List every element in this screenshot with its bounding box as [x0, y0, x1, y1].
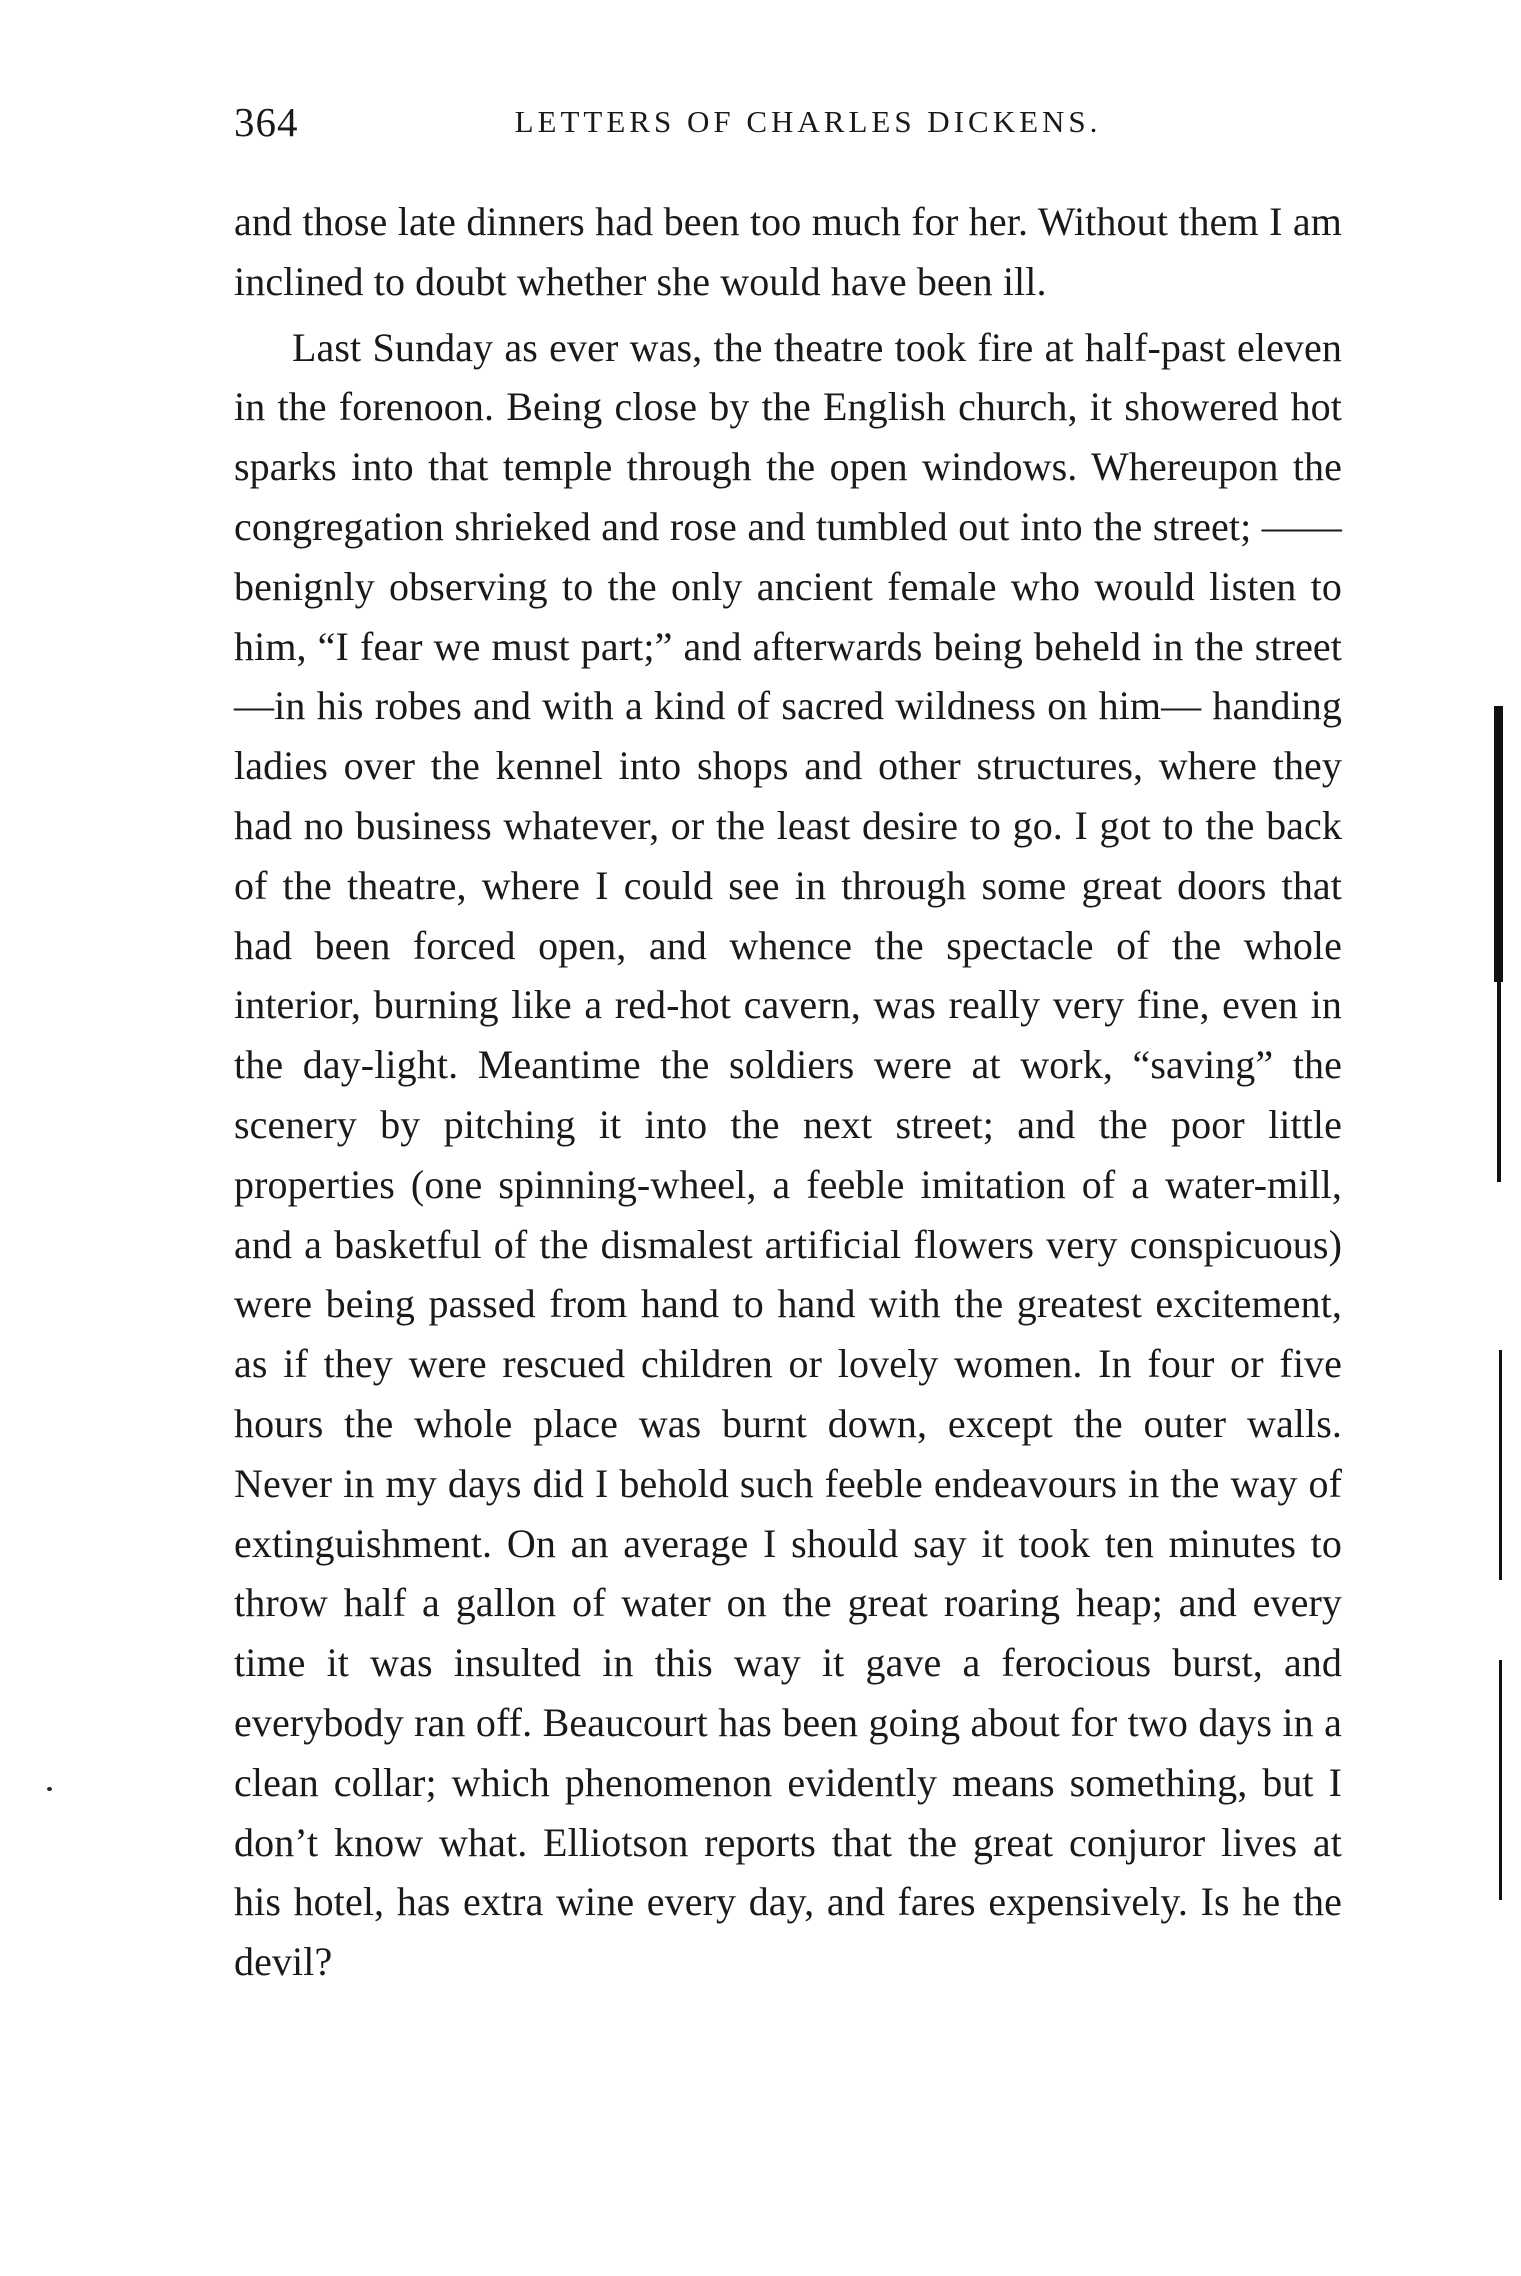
ink-speck — [47, 1787, 52, 1791]
binding-shadow-mark — [1499, 1350, 1502, 1580]
binding-shadow-mark — [1499, 1660, 1502, 1900]
body-text — [234, 192, 1342, 1992]
paragraph-theatre-fire: Last Sunday as ever was, the theatre took fire at half-past eleven in the forenoon. Being close by the English church, it showered hot sparks into that temple through the open windows. Whereupon the congregation shrieked and rose and tumbled out into the street; —— benignly observing to the only ancient female who would listen to him, “I fear we must part;” and afterwards being beheld in the street —in his robes and with a kind of sacred wildness on him— handing ladies over the kennel into shops and other structures, where they had no business whatever, or the least desire to go. I got to the back of the theatre, where I could see in through some great doors that had been forced open, and whence the spectacle of the whole interior, burning like a red-hot cavern, was really very fine, even in the day-light. Meantime the soldiers were at work, “saving” the scenery by pitching it into the next street; and the poor little properties (one spinning-wheel, a feeble imitation of a water-mill, and a basketful of the dismalest artificial flowers very conspicuous) were being passed from hand to hand with the greatest excitement, as if they were rescued children or lovely women. In four or five hours the whole place was burnt down, except the outer walls. Never in my days did I behold such feeble endeavours in the way of extinguishment. On an average I should say it took ten minutes to throw half a gallon of water on the great roaring heap; and every time it was insulted in this way it gave a ferocious burst, and everybody ran off. Beaucourt has been going about for two days in a clean collar; which phenomenon evidently means something, but I don’t know what. Elliotson reports that the great conjuror lives at his hotel, has extra wine every day, and fares expensively. Is he the devil? — [234, 324, 1342, 1985]
running-title: LETTERS OF CHARLES DICKENS. — [514, 104, 1102, 139]
page-number: 364 — [234, 99, 299, 145]
binding-shadow-mark — [1494, 706, 1503, 982]
paragraph-continuation: and those late dinners had been too much for her. Without them I am inclined to doubt whether she would have been ill. — [234, 199, 1342, 304]
page-header — [234, 98, 1342, 158]
binding-shadow-mark — [1497, 982, 1501, 1182]
